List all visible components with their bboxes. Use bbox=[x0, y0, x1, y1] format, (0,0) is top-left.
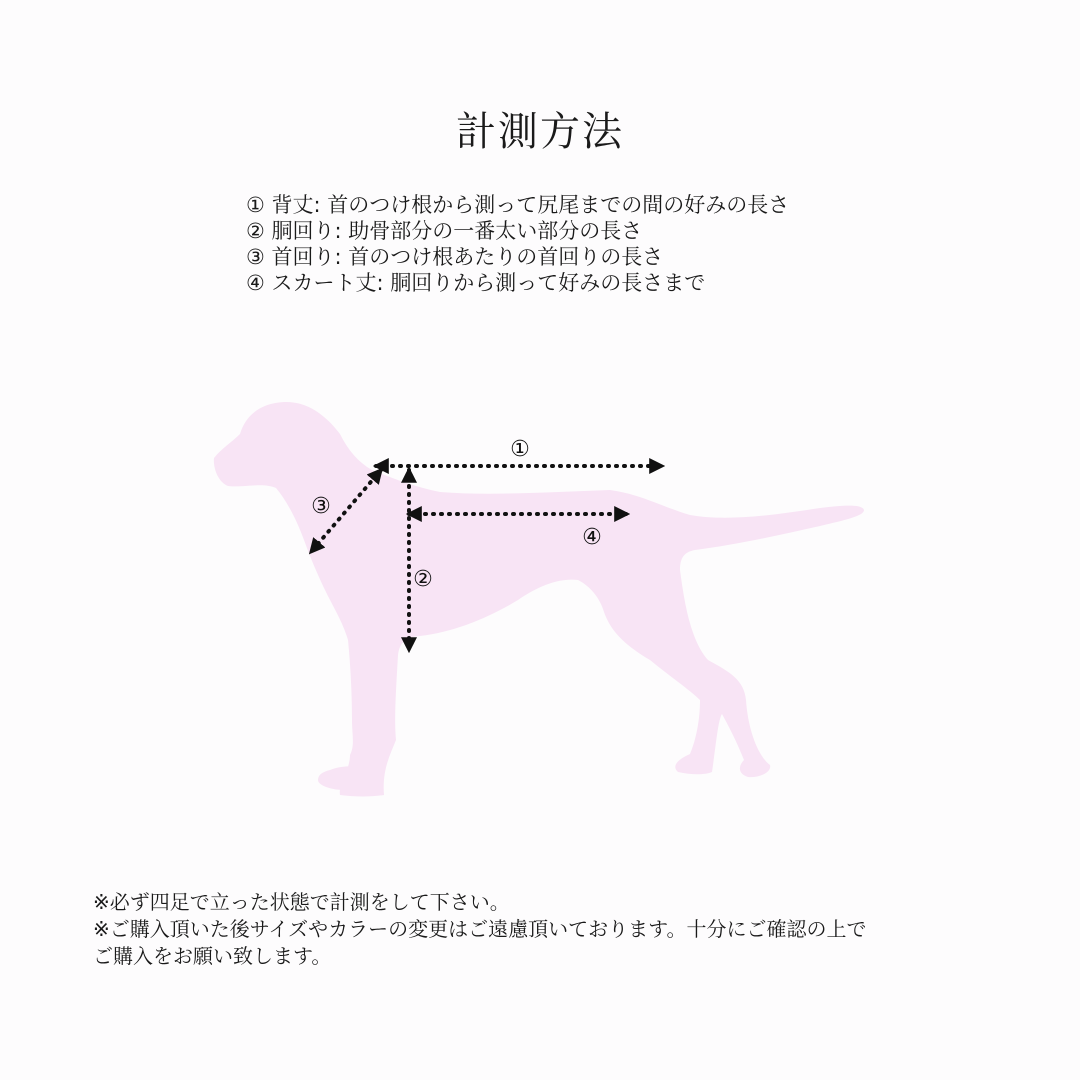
notes bbox=[93, 889, 867, 970]
step-neck-girth: ③ 首回り: 首のつけ根あたりの首回りの長さ bbox=[246, 245, 664, 269]
label-3: ③ bbox=[311, 494, 331, 519]
note-request: ご購入をお願い致します。 bbox=[93, 944, 332, 968]
note-standing: ※必ず四足で立った状態で計測をして下さい。 bbox=[93, 890, 510, 914]
dog-front-paw bbox=[318, 766, 373, 790]
step-skirt-length: ④ スカート丈: 胴回りから測って好みの長さまで bbox=[246, 271, 706, 295]
step-back-length: ① 背丈: 首のつけ根から測って尻尾までの間の好みの長さ bbox=[246, 193, 790, 217]
label-4: ④ bbox=[582, 525, 602, 550]
page-title: 計測方法 bbox=[456, 109, 624, 155]
label-1: ① bbox=[510, 437, 530, 462]
dog-silhouette bbox=[214, 402, 864, 797]
note-no-exchange: ※ご購入頂いた後サイズやカラーの変更はご遠慮頂いております。十分にご確認の上で bbox=[93, 917, 867, 941]
label-2: ② bbox=[413, 567, 433, 592]
step-chest-girth: ② 胴回り: 助骨部分の一番太い部分の長さ bbox=[246, 219, 643, 243]
